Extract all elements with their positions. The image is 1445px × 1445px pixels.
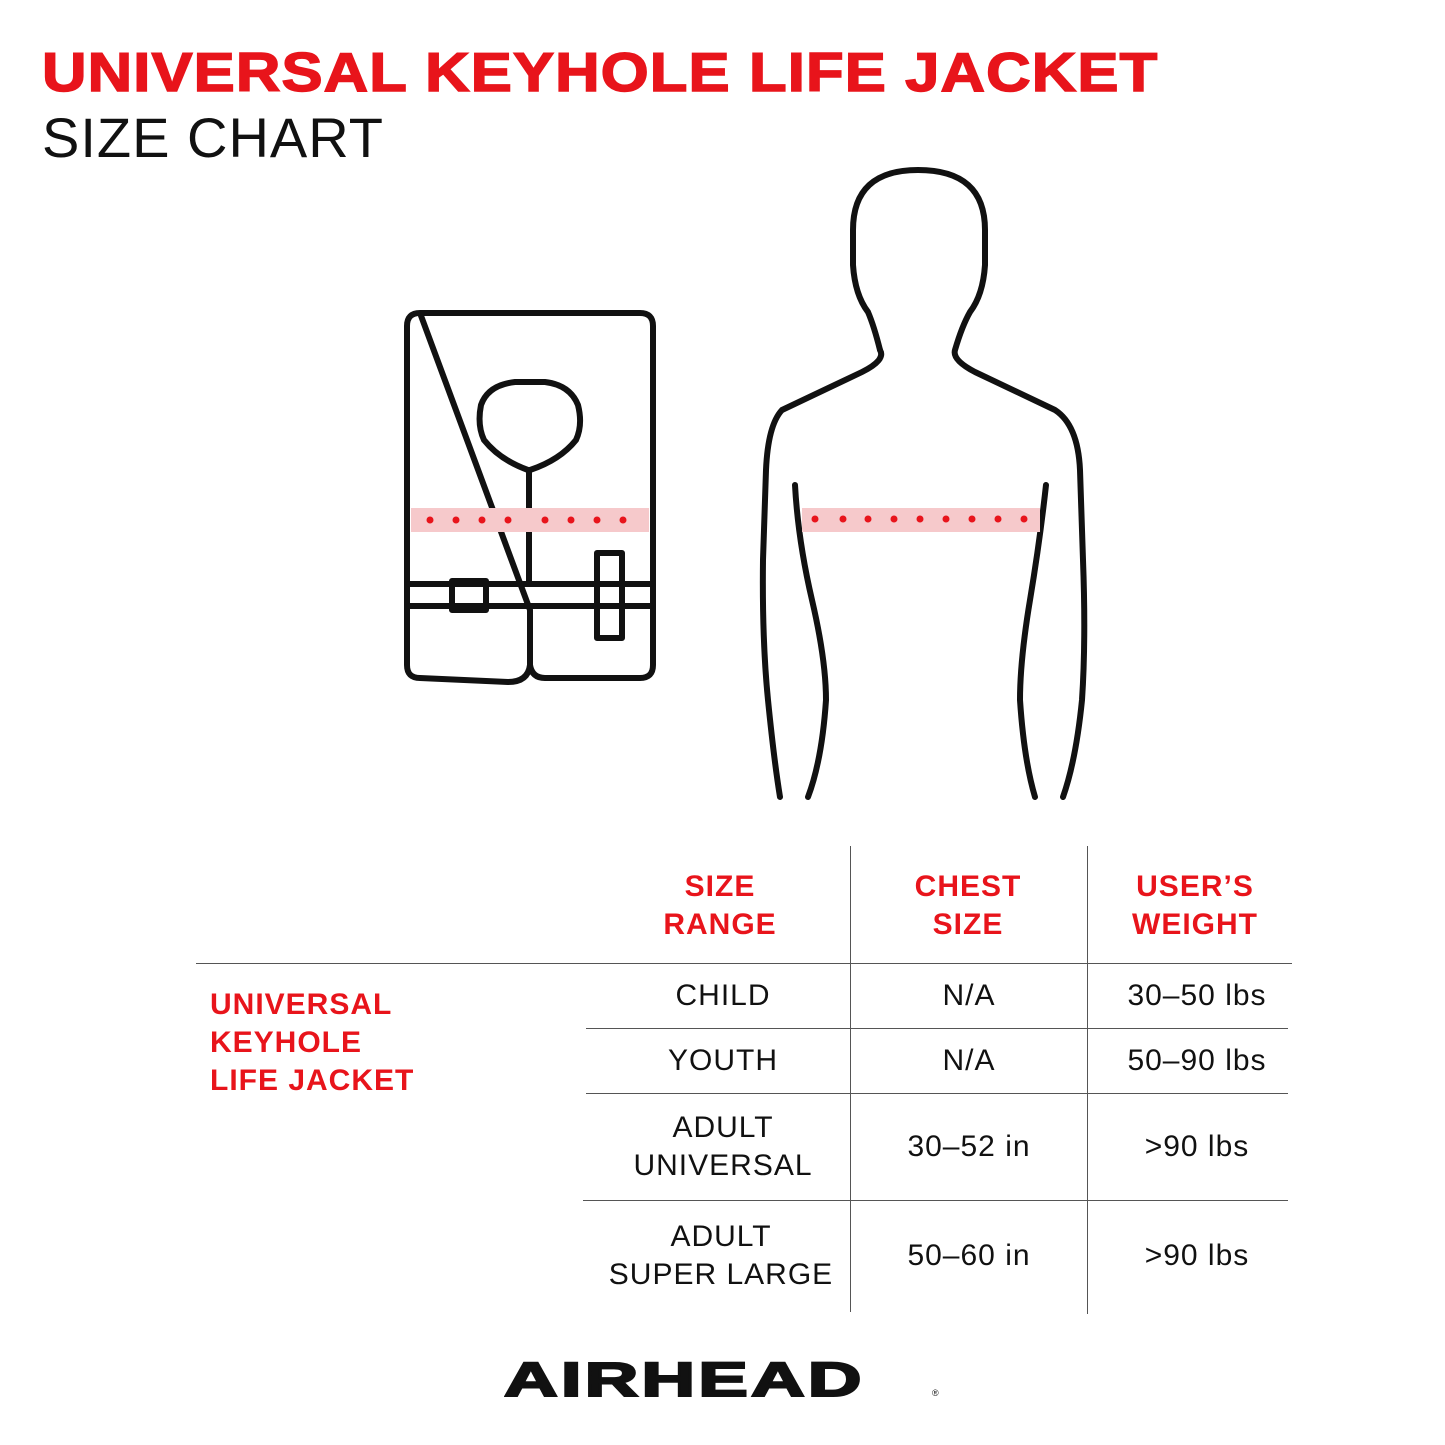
torso-chest-measure (802, 508, 1040, 532)
product-row-label: UNIVERSAL KEYHOLE LIFE JACKET (210, 988, 415, 1097)
header-chest-size: CHEST SIZE (914, 870, 1022, 941)
registered-mark: ® (932, 1388, 939, 1398)
brand-logo: AIRHEAD (504, 1354, 865, 1407)
torso-icon (763, 170, 1084, 797)
life-jacket-icon (407, 313, 653, 682)
cell-chest-adult-super-large: 50–60 in (907, 1239, 1031, 1272)
cell-weight-adult-super-large: >90 lbs (1144, 1239, 1250, 1272)
cell-weight-youth: 50–90 lbs (1127, 1044, 1267, 1077)
cell-chest-child: N/A (942, 979, 996, 1012)
cell-size-adult-super-large: ADULT SUPER LARGE (608, 1220, 834, 1291)
jacket-chest-measure (411, 508, 649, 532)
header-users-weight: USER’S WEIGHT (1132, 870, 1258, 941)
cell-weight-adult-universal: >90 lbs (1144, 1130, 1250, 1163)
cell-chest-youth: N/A (942, 1044, 996, 1077)
cell-size-youth: YOUTH (668, 1044, 778, 1077)
cell-size-child: CHILD (675, 979, 771, 1012)
header-size-range: SIZE RANGE (663, 870, 777, 941)
cell-weight-child: 30–50 lbs (1127, 979, 1267, 1012)
cell-size-adult-universal: ADULT UNIVERSAL (633, 1111, 813, 1182)
page-subtitle: SIZE CHART (42, 106, 384, 169)
page-title: UNIVERSAL KEYHOLE LIFE JACKET (42, 41, 1159, 103)
cell-chest-adult-universal: 30–52 in (907, 1130, 1031, 1163)
